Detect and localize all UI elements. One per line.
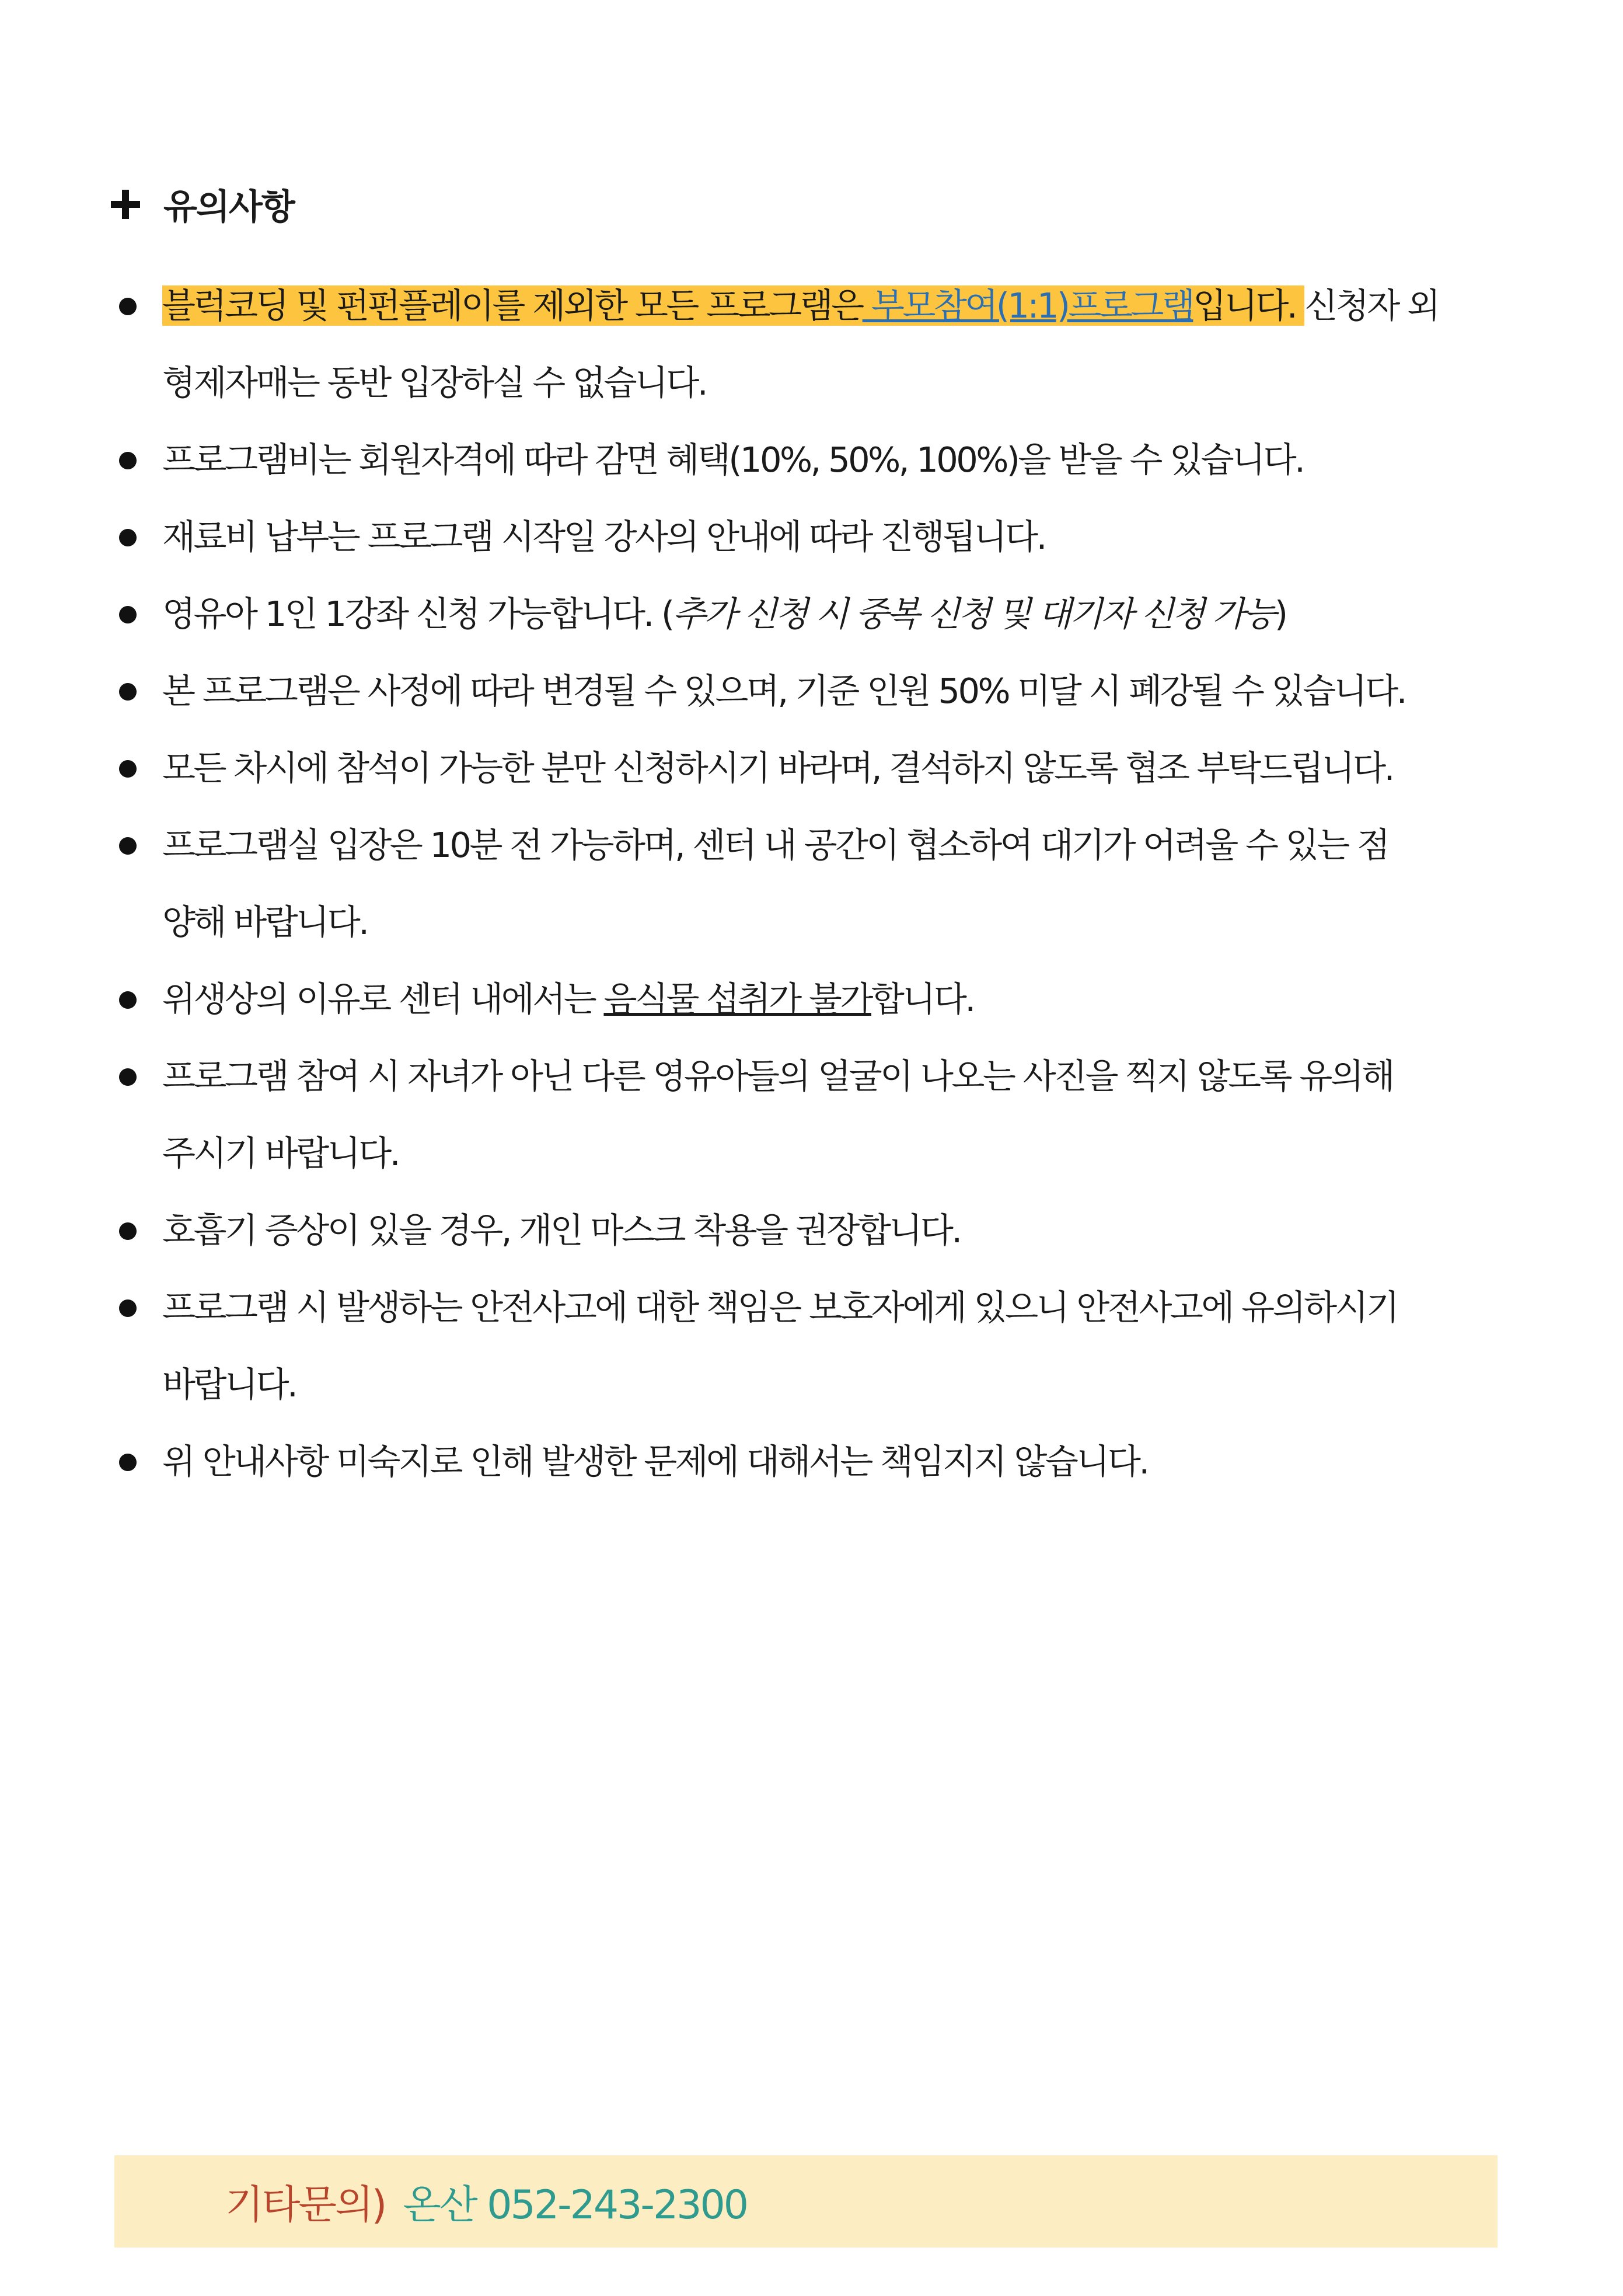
section-title: 유의사항 [163, 187, 294, 228]
note-text: 프로그램비는 회원자격에 따라 감면 혜택(10%, 50%, 100%)을 받을 수 있습니다. [162, 440, 1304, 480]
list-item [117, 1423, 1587, 1500]
note-text: 위생상의 이유로 센터 내에서는 [162, 979, 604, 1019]
note-text-tail: 신청자 외 [1304, 285, 1439, 326]
bullet-icon [119, 1454, 137, 1471]
note-text: 모든 차시에 참석이 가능한 분만 신청하시기 바라며, 결석하지 않도록 협조 부탁드립니다. [162, 748, 1393, 788]
list-item-continuation [117, 1115, 1587, 1192]
list-item-continuation [117, 344, 1587, 421]
note-text: 영유아 1인 1강좌 신청 가능합니다. ( [162, 594, 673, 634]
plus-icon [111, 190, 140, 219]
note-text: ) [1274, 594, 1286, 634]
bullet-icon [119, 529, 137, 546]
note-text: 위 안내사항 미숙지로 인해 발생한 문제에 대해서는 책임지지 않습니다. [162, 1441, 1148, 1482]
bullet-icon [119, 683, 137, 701]
list-item [117, 653, 1587, 730]
bullet-icon [119, 298, 137, 315]
contact-phone[interactable]: 온산 052-243-2300 [403, 2182, 747, 2228]
highlight-after: 입니다. [1193, 285, 1305, 326]
list-item [117, 730, 1587, 807]
bullet-icon [119, 452, 137, 469]
note-text: 본 프로그램은 사정에 따라 변경될 수 있으며, 기준 인원 50% 미달 시 폐강될 수 있습니다. [162, 671, 1406, 711]
note-text: 호흡기 증상이 있을 경우, 개인 마스크 착용을 권장합니다. [162, 1210, 961, 1250]
contact-label: 기타문의) [225, 2182, 386, 2228]
list-item [117, 1269, 1587, 1346]
note-text: 양해 바랍니다. [162, 902, 368, 942]
list-item [117, 961, 1587, 1038]
bullet-icon [119, 837, 137, 855]
highlight-before: 블럭코딩 및 펀펀플레이를 제외한 모든 프로그램은 [162, 285, 863, 326]
note-text-underlined: 음식물 섭취가 불가 [603, 979, 871, 1019]
note-text: 재료비 납부는 프로그램 시작일 강사의 안내에 따라 진행됩니다. [162, 517, 1045, 557]
bullet-icon [119, 1299, 137, 1317]
note-text: 주시기 바랍니다. [162, 1133, 399, 1173]
note-text: 형제자매는 동반 입장하실 수 없습니다. [162, 363, 707, 403]
list-item [117, 421, 1587, 499]
list-item [117, 1038, 1587, 1115]
section-header [111, 175, 294, 234]
note-text: 프로그램실 입장은 10분 전 가능하며, 센터 내 공간이 협소하여 대기가 어려울 수 있는 점 [162, 825, 1388, 865]
notes-list [117, 267, 1587, 1500]
note-text: 바랍니다. [162, 1364, 296, 1405]
note-text-italic: 추가 신청 시 중복 신청 및 대기자 신청 가능 [672, 594, 1275, 634]
contact-footer [114, 2155, 1498, 2248]
list-item [117, 499, 1587, 576]
list-item [117, 1192, 1587, 1269]
parent-program-link[interactable]: 부모참여(1:1)프로그램 [862, 285, 1193, 326]
list-item [117, 807, 1587, 884]
list-item [117, 576, 1587, 653]
note-text: 프로그램 참여 시 자녀가 아닌 다른 영유아들의 얼굴이 나오는 사진을 찍지 않도록 유의해 [162, 1056, 1393, 1096]
note-text: 프로그램 시 발생하는 안전사고에 대한 책임은 보호자에게 있으니 안전사고에 유의하시기 [162, 1287, 1398, 1328]
bullet-icon [119, 760, 137, 778]
bullet-icon [119, 991, 137, 1009]
highlighted-text [162, 285, 1304, 326]
list-item-continuation [117, 884, 1587, 961]
note-text: 합니다. [871, 979, 974, 1019]
bullet-icon [119, 1068, 137, 1086]
bullet-icon [119, 1222, 137, 1240]
list-item-continuation [117, 1346, 1587, 1423]
list-item [117, 267, 1587, 344]
bullet-icon [119, 606, 137, 623]
